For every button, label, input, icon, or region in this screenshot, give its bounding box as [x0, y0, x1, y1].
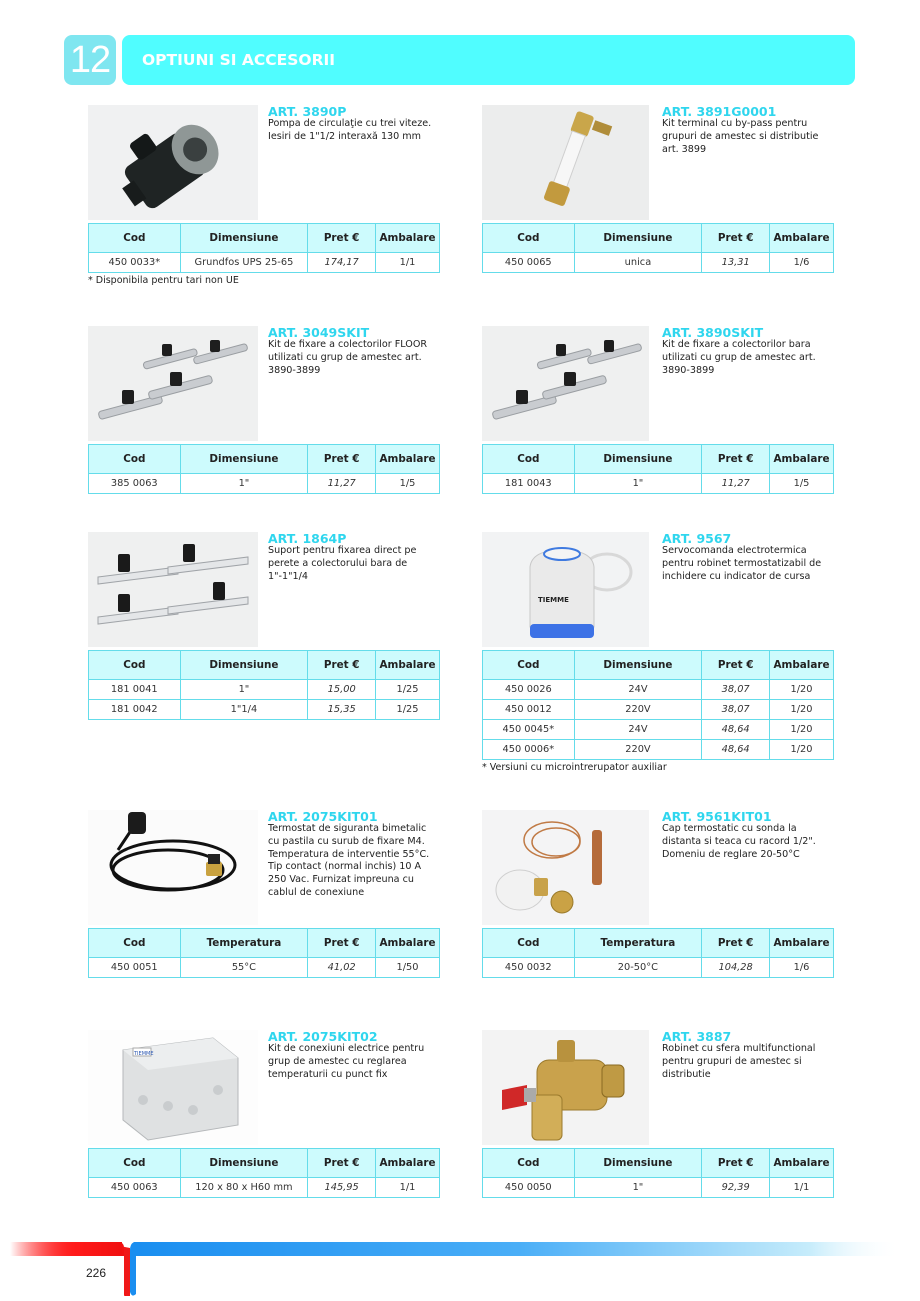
description-line: cablul de conexiune: [268, 886, 365, 898]
col-header-dimensiune: Dimensiune: [180, 445, 308, 474]
page-number: 226: [86, 1266, 107, 1280]
cell-amb: 1/20: [770, 740, 834, 760]
col-header-dimensiune: Dimensiune: [574, 445, 702, 474]
product-info: [662, 326, 852, 377]
cell-dim: 24V: [574, 680, 702, 700]
col-header-pret: Pret €: [308, 1149, 376, 1178]
product-info: [662, 810, 852, 861]
product-info: [268, 810, 458, 900]
col-header-pret: Pret €: [308, 224, 376, 253]
cell-cod: 450 0065: [483, 253, 575, 273]
description-line: Tip contact (normal inchis) 10 A: [268, 861, 422, 873]
price-table: [482, 223, 834, 273]
article-number: ART. 3049SKIT: [268, 325, 370, 340]
col-header-ambalare: Ambalare: [770, 445, 834, 474]
cell-temp: 55°C: [180, 958, 308, 978]
description-line: Kit terminal cu by-pass pentru: [662, 118, 808, 129]
cell-cod: 450 0026: [483, 680, 575, 700]
cell-pret: 145,95: [308, 1178, 376, 1198]
cell-pret: 41,02: [308, 958, 376, 978]
table-row: [483, 720, 834, 740]
article-number: ART. 9561KIT01: [662, 809, 772, 824]
col-header-dimensiune: Dimensiune: [574, 224, 702, 253]
cell-pret: 11,27: [702, 474, 770, 494]
cell-dim: 220V: [574, 700, 702, 720]
cell-dim: 1"1/4: [180, 700, 308, 720]
description-line: pentru robinet termostatizabil de: [662, 557, 822, 569]
col-header-ambalare: Ambalare: [770, 224, 834, 253]
cell-pret: 174,17: [308, 253, 376, 273]
col-header-cod: Cod: [89, 651, 181, 680]
col-header-pret: Pret €: [702, 1149, 770, 1178]
description-line: distanta si teaca cu racord 1/2".: [662, 835, 816, 847]
product-photo-mounting-brackets: [88, 326, 258, 441]
price-table: [482, 650, 834, 760]
product-info: [662, 532, 852, 583]
table-row: [483, 740, 834, 760]
cell-amb: 1/6: [770, 958, 834, 978]
price-table: [88, 223, 440, 273]
col-header-ambalare: Ambalare: [376, 929, 440, 958]
cell-pret: 11,27: [308, 474, 376, 494]
table-row: [89, 958, 440, 978]
col-header-cod: Cod: [89, 224, 181, 253]
product-info: [662, 1030, 852, 1081]
price-table: [482, 444, 834, 494]
cell-pret: 48,64: [702, 740, 770, 760]
product-info: [268, 1030, 458, 1081]
cell-cod: 450 0051: [89, 958, 181, 978]
chapter-number: 12: [64, 35, 116, 85]
cell-cod: 450 0050: [483, 1178, 575, 1198]
col-header-cod: Cod: [483, 929, 575, 958]
description-line: cu pastila cu surub de fixare M4.: [268, 835, 425, 847]
description-line: Kit de conexiuni electrice pentru: [268, 1043, 425, 1054]
section-title: OPTIUNI SI ACCESORII: [142, 51, 336, 69]
col-header-cod: Cod: [89, 929, 181, 958]
product-info: [268, 326, 458, 377]
description-line: Kit de fixare a colectorilor FLOOR: [268, 339, 428, 350]
col-header-cod: Cod: [89, 445, 181, 474]
article-number: ART. 3887: [662, 1029, 732, 1044]
description-line: grupuri de amestec si distributie: [662, 130, 819, 142]
col-header-pret: Pret €: [702, 224, 770, 253]
cell-amb: 1/1: [376, 253, 440, 273]
col-header-cod: Cod: [483, 224, 575, 253]
col-header-pret: Pret €: [702, 445, 770, 474]
col-header-ambalare: Ambalare: [770, 929, 834, 958]
cell-amb: 1/20: [770, 680, 834, 700]
col-header-dimensiune: Dimensiune: [180, 224, 308, 253]
cell-cod: 450 0033*: [89, 253, 181, 273]
description-line: temperaturii cu punct fix: [268, 1068, 388, 1080]
table-row: [89, 700, 440, 720]
table-row: [483, 474, 834, 494]
price-table: [482, 1148, 834, 1198]
svg-text:TIEMME: TIEMME: [538, 596, 569, 604]
col-header-ambalare: Ambalare: [770, 651, 834, 680]
col-header-cod: Cod: [483, 445, 575, 474]
cell-dim: 1": [574, 1178, 702, 1198]
cell-pret: 38,07: [702, 700, 770, 720]
col-header-pret: Pret €: [308, 929, 376, 958]
description-line: Robinet cu sfera multifunctional: [662, 1043, 816, 1054]
cell-dim: 24V: [574, 720, 702, 740]
product-photo-wall-brackets: [88, 532, 258, 647]
col-header-ambalare: Ambalare: [376, 224, 440, 253]
product-photo-safety-thermostat-cable: [88, 810, 258, 925]
cell-cod: 181 0043: [483, 474, 575, 494]
description-line: Suport pentru fixarea direct pe: [268, 545, 417, 556]
product-description: [662, 339, 852, 377]
description-line: Servocomanda electrotermica: [662, 545, 807, 556]
cell-amb: 1/5: [376, 474, 440, 494]
description-line: distributie: [662, 1068, 711, 1080]
article-number: ART. 1864P: [268, 531, 347, 546]
product-info: [662, 105, 852, 156]
table-row: [89, 474, 440, 494]
col-header-pret: Pret €: [308, 651, 376, 680]
article-number: ART. 3890P: [268, 104, 347, 119]
article-number: ART. 3890SKIT: [662, 325, 764, 340]
col-header-cod: Cod: [483, 651, 575, 680]
description-line: utilizati cu grup de amestec art.: [268, 351, 422, 363]
col-header-ambalare: Ambalare: [770, 1149, 834, 1178]
cell-temp: 20-50°C: [574, 958, 702, 978]
cell-cod: 450 0012: [483, 700, 575, 720]
svg-text:TIEMME: TIEMME: [134, 1051, 154, 1057]
cell-cod: 450 0063: [89, 1178, 181, 1198]
product-photo-bypass-kit: [482, 105, 649, 220]
cell-pret: 104,28: [702, 958, 770, 978]
product-description: [268, 118, 458, 144]
product-photo-thermoelectric-actuator: [482, 532, 649, 647]
cell-dim: 1": [180, 474, 308, 494]
table-row: [483, 680, 834, 700]
description-line: Cap termostatic cu sonda la: [662, 823, 797, 834]
cell-dim: 220V: [574, 740, 702, 760]
product-description: [268, 1043, 458, 1081]
table-row: [89, 1178, 440, 1198]
cell-cod: 181 0041: [89, 680, 181, 700]
footnote: * Versiuni cu microintrerupator auxiliar: [482, 762, 667, 773]
cell-cod: 385 0063: [89, 474, 181, 494]
description-line: utilizati cu grup de amestec art.: [662, 351, 816, 363]
product-info: [268, 532, 458, 583]
col-header-ambalare: Ambalare: [376, 1149, 440, 1178]
table-row: [483, 1178, 834, 1198]
description-line: 250 Vac. Furnizat impreuna cu: [268, 874, 414, 886]
col-header-pret: Pret €: [702, 929, 770, 958]
description-line: Pompa de circulaţie cu trei viteze.: [268, 118, 432, 129]
description-line: 3890-3899: [662, 364, 715, 376]
description-line: Temperatura de interventie 55°C.: [268, 848, 430, 860]
cell-amb: 1/5: [770, 474, 834, 494]
cell-dim: 1": [180, 680, 308, 700]
cell-pret: 92,39: [702, 1178, 770, 1198]
cell-pret: 15,35: [308, 700, 376, 720]
description-line: 1"-1"1/4: [268, 570, 308, 582]
description-line: art. 3899: [662, 143, 707, 155]
col-header-ambalare: Ambalare: [376, 651, 440, 680]
description-line: 3890-3899: [268, 364, 321, 376]
product-description: [662, 1043, 852, 1081]
col-header-dimensiune: Dimensiune: [574, 651, 702, 680]
description-line: pentru grupuri de amestec si: [662, 1055, 802, 1067]
cell-cod: 450 0045*: [483, 720, 575, 740]
table-row: [483, 253, 834, 273]
cell-amb: 1/1: [770, 1178, 834, 1198]
description-line: Domeniu de reglare 20-50°C: [662, 848, 800, 860]
cell-dim: 1": [574, 474, 702, 494]
product-description: [662, 823, 852, 861]
cell-cod: 450 0032: [483, 958, 575, 978]
table-row: [89, 253, 440, 273]
product-info: [268, 105, 458, 144]
cell-amb: 1/6: [770, 253, 834, 273]
product-description: [268, 823, 458, 900]
footnote: * Disponibila pentru tari non UE: [88, 275, 239, 286]
price-table: [482, 928, 834, 978]
footer-pipe-graphic: [0, 1236, 920, 1296]
price-table: [88, 1148, 440, 1198]
cell-amb: 1/1: [376, 1178, 440, 1198]
cell-pret: 38,07: [702, 680, 770, 700]
cell-cod: 181 0042: [89, 700, 181, 720]
price-table: [88, 928, 440, 978]
article-number: ART. 9567: [662, 531, 732, 546]
col-header-temperatura: Temperatura: [574, 929, 702, 958]
product-photo-ball-valve: [482, 1030, 649, 1145]
cell-amb: 1/20: [770, 720, 834, 740]
product-description: [268, 339, 458, 377]
product-photo-junction-box: [88, 1030, 258, 1145]
cell-pret: 15,00: [308, 680, 376, 700]
product-photo-thermostatic-head: [482, 810, 649, 925]
col-header-pret: Pret €: [702, 651, 770, 680]
article-number: ART. 3891G0001: [662, 104, 777, 119]
price-table: [88, 650, 440, 720]
col-header-dimensiune: Dimensiune: [574, 1149, 702, 1178]
cell-amb: 1/50: [376, 958, 440, 978]
article-number: ART. 2075KIT01: [268, 809, 378, 824]
col-header-ambalare: Ambalare: [376, 445, 440, 474]
col-header-temperatura: Temperatura: [180, 929, 308, 958]
price-table: [88, 444, 440, 494]
table-row: [89, 680, 440, 700]
cell-cod: 450 0006*: [483, 740, 575, 760]
description-line: inchidere cu indicator de cursa: [662, 570, 811, 582]
article-number: ART. 2075KIT02: [268, 1029, 378, 1044]
description-line: Termostat de siguranta bimetalic: [268, 823, 427, 834]
cell-amb: 1/25: [376, 700, 440, 720]
section-title-bar: [122, 35, 855, 85]
table-row: [483, 700, 834, 720]
description-line: perete a colectorului bara de: [268, 557, 408, 569]
description-line: Kit de fixare a colectorilor bara: [662, 339, 811, 350]
description-line: grup de amestec cu reglarea: [268, 1055, 407, 1067]
col-header-cod: Cod: [89, 1149, 181, 1178]
cell-dim: unica: [574, 253, 702, 273]
product-photo-circulation-pump: [88, 105, 258, 220]
cell-pret: 13,31: [702, 253, 770, 273]
cell-amb: 1/25: [376, 680, 440, 700]
product-description: [662, 545, 852, 583]
col-header-dimensiune: Dimensiune: [180, 651, 308, 680]
col-header-pret: Pret €: [308, 445, 376, 474]
product-photo-mounting-brackets: [482, 326, 649, 441]
table-row: [483, 958, 834, 978]
description-line: Iesiri de 1"1/2 interaxă 130 mm: [268, 130, 421, 142]
cell-dim: Grundfos UPS 25-65: [180, 253, 308, 273]
product-description: [268, 545, 458, 583]
col-header-cod: Cod: [483, 1149, 575, 1178]
cell-amb: 1/20: [770, 700, 834, 720]
col-header-dimensiune: Dimensiune: [180, 1149, 308, 1178]
cell-dim: 120 x 80 x H60 mm: [180, 1178, 308, 1198]
product-description: [662, 118, 852, 156]
cell-pret: 48,64: [702, 720, 770, 740]
